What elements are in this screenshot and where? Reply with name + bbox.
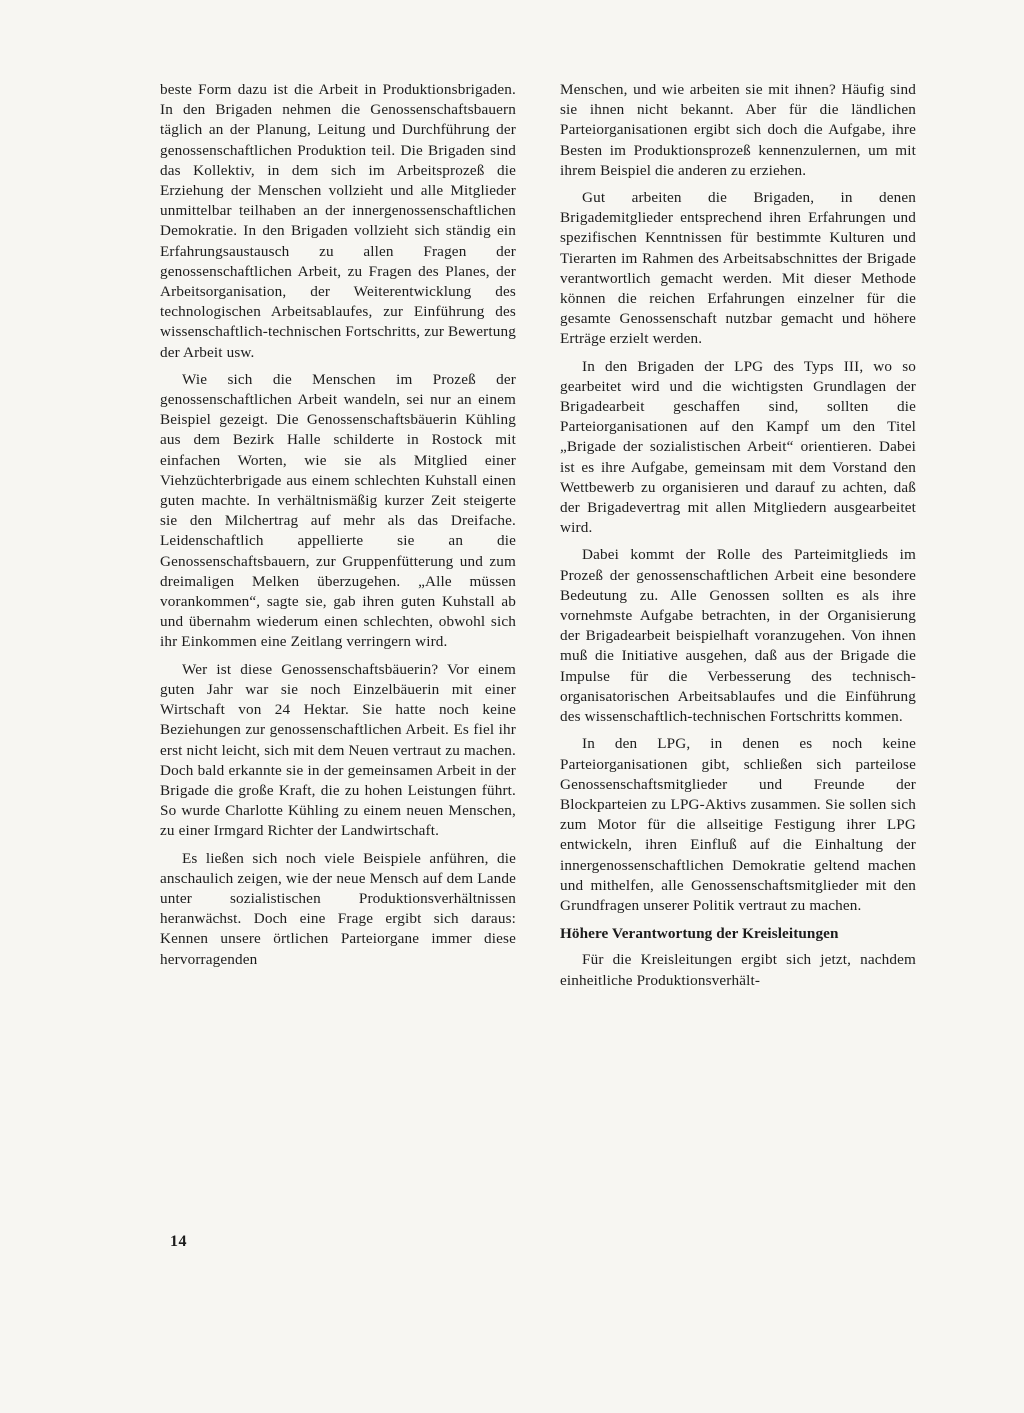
paragraph: Es ließen sich noch viele Beispiele anführen, die anschaulich zeigen, wie der neue Mensch auf dem Lande unter sozialistischen Produktionsverhältnissen heranwächst. Doch eine Frage ergibt sich daraus: Kennen unsere örtlichen Parteiorgane immer diese hervorragenden — [160, 849, 516, 968]
paragraph: Dabei kommt der Rolle des Parteimitglieds im Prozeß der genossenschaftlichen Arbeit eine besondere Bedeutung zu. Alle Genossen sollten es als ihre vornehmste Aufgabe betrachten, in der Organisierung der Brigadearbeit beispielhaft voranzugehen. Von ihnen muß die Initiative ausgehen, daß aus der Brigade die Impulse für die Verbesserung des technisch-organisatorischen Arbeitsablaufes und die Einführung des wissenschaftlich-technischen Fortschritts kommen. — [560, 546, 916, 726]
paragraph: Wer ist diese Genossenschaftsbäuerin? Vor einem guten Jahr war sie noch Einzelbäuerin mit einer Wirtschaft von 24 Hektar. Sie hatte noch keine Beziehungen zur genossenschaftlichen Arbeit. Es fiel ihr erst nicht leicht, sich mit dem Neuen vertraut zu machen. Doch bald erkannte sie in der gemeinsamen Arbeit in der Brigade die große Kraft, die zu hohen Leistungen führt. So wurde Charlotte Kühling zu einem neuen Menschen, zu einer Irmgard Richter der Landwirtschaft. — [160, 660, 516, 840]
left-text-column — [160, 80, 516, 977]
paragraph: Gut arbeiten die Brigaden, in denen Brigademitglieder entsprechend ihren Erfahrungen und spezifischen Kenntnissen für bestimmte Kulturen und Tierarten im Rahmen des Arbeitsabschnittes der Brigade verantwortlich gemacht werden. Mit dieser Methode können die reichen Erfahrungen einzelner für die gesamte Genossenschaft nutzbar gemacht und höhere Erträge erzielt werden. — [560, 189, 916, 348]
paragraph: Menschen, und wie arbeiten sie mit ihnen? Häufig sind sie ihnen nicht bekannt. Aber für die ländlichen Parteiorganisationen ergibt sich doch die Aufgabe, ihre Besten im Produktionsprozeß kennenzulernen, um mit ihrem Beispiel die anderen zu erziehen. — [560, 81, 916, 179]
paragraph: Für die Kreisleitungen ergibt sich jetzt, nachdem einheitliche Produktionsverhält- — [560, 951, 916, 989]
paragraph: In den Brigaden der LPG des Typs III, wo so gearbeitet wird und die wichtigsten Grundlagen der Brigadearbeit geschaffen sind, sollten die Parteiorganisationen auf den Kampf um den Titel „Brigade der sozialistischen Arbeit“ orientieren. Dabei ist es ihre Aufgabe, gemeinsam mit dem Vorstand den Wettbewerb zu organisieren und darauf zu achten, daß der Brigadevertrag mit allen Mitgliedern ausgearbeitet wird. — [560, 357, 916, 537]
paragraph: In den LPG, in denen es noch keine Parteiorganisationen gibt, schließen sich parteilose Genossenschaftsmitglieder und Freunde der Blockparteien zu LPG-Aktivs zusammen. Sie sollen sich zum Motor für die allseitige Festigung ihrer LPG entwickeln, ihren Einfluß auf die Einhaltung der innergenossenschaftlichen Demokratie geltend machen und mithelfen, alle Genossenschaftsmitglieder mit den Grundfragen unserer Politik vertraut zu machen. — [560, 735, 916, 914]
page-number: 14 — [170, 1233, 187, 1250]
section-heading: Höhere Verantwortung der Kreisleitungen — [560, 925, 839, 943]
paragraph: Wie sich die Menschen im Prozeß der genossenschaftlichen Arbeit wandeln, sei nur an einem Beispiel gezeigt. Die Genossenschaftsbäuerin Kühling aus dem Bezirk Halle schilderte in Rostock mit einfachen Worten, wie sie als Mitglied einer Viehzüchterbrigade aus einem schlechten Kuhstall einen guten machte. In verhältnismäßig kurzer Zeit steigerte sie den Milchertrag auf mehr als das Dreifache. Leidenschaftlich appellierte sie an die Genossenschaftsbauern, zur Gruppenfütterung und zum dreimaligen Melken überzugehen. „Alle müssen vorankommen“, sagte sie, gab ihren guten Kuhstall ab und übernahm wiederum einen schlechten, obwohl sich ihr Einkommen eine Zeitlang verringern wird. — [160, 370, 516, 651]
right-text-column — [560, 80, 916, 998]
paragraph: beste Form dazu ist die Arbeit in Produktionsbrigaden. In den Brigaden nehmen die Genossenschaftsbauern täglich an der Planung, Leitung und Durchführung der genossenschaftlichen Produktion teil. Die Brigaden sind das Kollektiv, in dem sich im Arbeitsprozeß die Erziehung der Menschen vollzieht und alle Mitglieder unmittelbar teilhaben an der innergenossenschaftlichen Demokratie. In den Brigaden vollzieht sich ständig ein Erfahrungsaustausch zu allen Fragen der genossenschaftlichen Arbeit, zu Fragen des Planes, der Arbeitsorganisation, der Weiterentwicklung des technologischen Arbeitsablaufes, zur Einführung des wissenschaftlich-technischen Fortschritts, zur Bewertung der Arbeit usw. — [160, 81, 516, 361]
